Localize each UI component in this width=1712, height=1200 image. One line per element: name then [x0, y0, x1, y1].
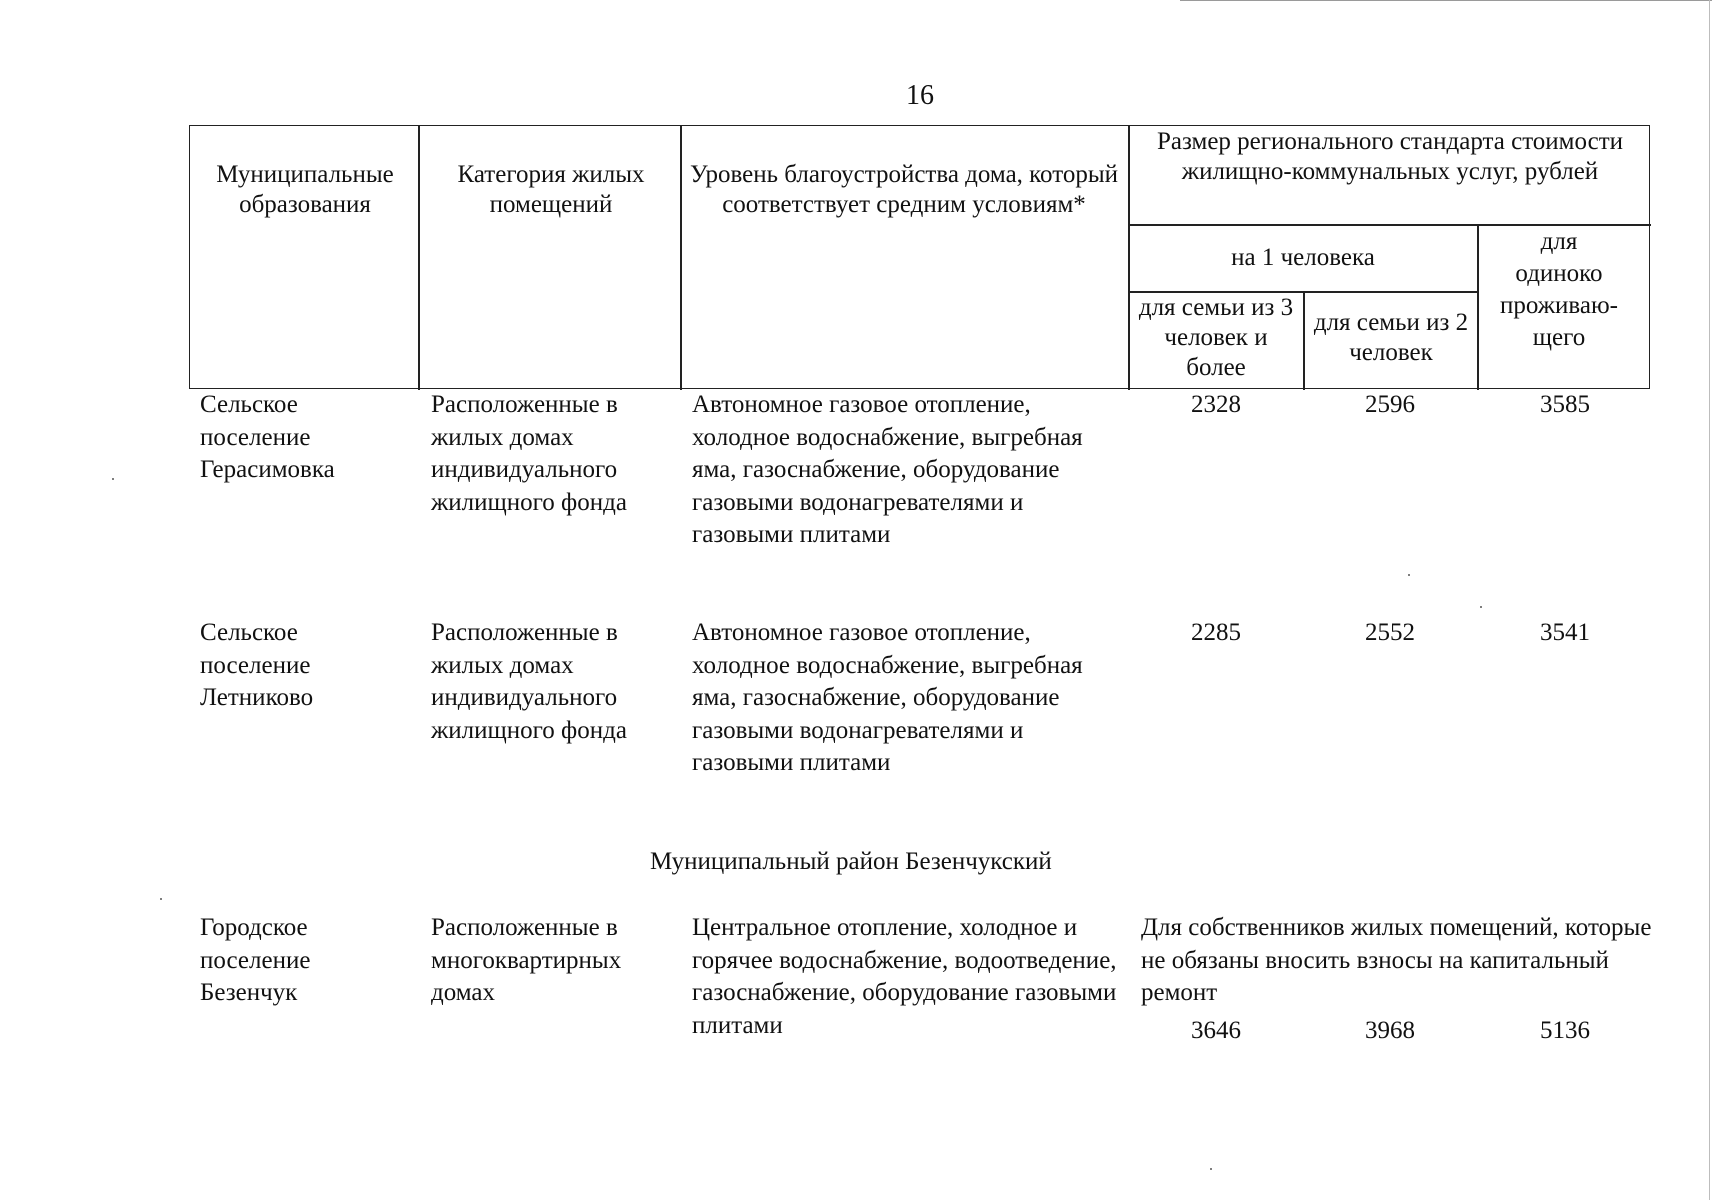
row3-level: Центральное отопление, холодное и горячее водоснабжение, водоотведение, газоснабжение, оборудование газовыми плитами: [692, 914, 1117, 1039]
row2-single-value: 3541: [1540, 619, 1590, 646]
row1-category: Расположенные в жилых домах индивидуального жилищного фонда: [431, 391, 627, 516]
row3-category: Расположенные в многоквартирных домах: [431, 914, 622, 1006]
row1-family3-value: 2328: [1191, 391, 1241, 418]
page-number: 16: [906, 80, 934, 111]
row2-level: Автономное газовое отопление, холодное водоснабжение, выгребная яма, газоснабжение, оборудование газовыми водонагревателями и газовыми плитами: [692, 619, 1083, 776]
column-divider: [418, 126, 420, 390]
scan-speck: [1408, 574, 1410, 576]
row3-family2-value: 3968: [1365, 1017, 1415, 1044]
row1-family2-value: 2596: [1365, 391, 1415, 418]
scan-speck: [160, 898, 162, 900]
row2-municipality: Сельское поселение Летниково: [200, 619, 314, 711]
row3-note: Для собственников жилых помещений, которые не обязаны вносить взносы на капитальный ремонт: [1141, 914, 1652, 1006]
scan-speck: [112, 478, 114, 480]
header-standard: Размер регионального стандарта стоимости жилищно-коммунальных услуг, рублей: [1156, 128, 1624, 185]
column-divider: [1128, 126, 1130, 390]
header-family-3: для семьи из 3 человек и более: [1138, 294, 1294, 381]
scan-speck: [1480, 606, 1482, 608]
row1-single-value: 3585: [1540, 391, 1590, 418]
row3-single-value: 5136: [1540, 1017, 1590, 1044]
row3-municipality: Городское поселение Безенчук: [200, 914, 311, 1006]
row3-family3-value: 3646: [1191, 1017, 1241, 1044]
column-divider: [1477, 224, 1479, 390]
column-divider: [1303, 291, 1305, 390]
header-family-2: для семьи из 2 человек: [1313, 309, 1469, 366]
row1-level: Автономное газовое отопление, холодное водоснабжение, выгребная яма, газоснабжение, оборудование газовыми водонагревателями и газовыми плитами: [692, 391, 1083, 548]
scan-edge-line: [1709, 0, 1710, 1200]
row2-family3-value: 2285: [1191, 619, 1241, 646]
header-municipality: Муниципальные образования: [216, 161, 394, 218]
table-header: [189, 125, 1650, 389]
row2-family2-value: 2552: [1365, 619, 1415, 646]
row1-municipality: Сельское поселение Герасимовка: [200, 391, 335, 483]
header-single: для одиноко проживаю-щего: [1500, 228, 1618, 351]
header-category: Категория жилых помещений: [457, 161, 645, 218]
scan-edge-line: [1180, 0, 1712, 1]
header-level: Уровень благоустройства дома, который соответствует средним условиям*: [690, 161, 1118, 218]
header-per-person: на 1 человека: [1231, 244, 1375, 271]
row2-category: Расположенные в жилых домах индивидуального жилищного фонда: [431, 619, 627, 744]
scan-speck: [1210, 1168, 1212, 1170]
section-title: Муниципальный район Безенчукский: [650, 848, 1052, 875]
column-divider: [680, 126, 682, 390]
